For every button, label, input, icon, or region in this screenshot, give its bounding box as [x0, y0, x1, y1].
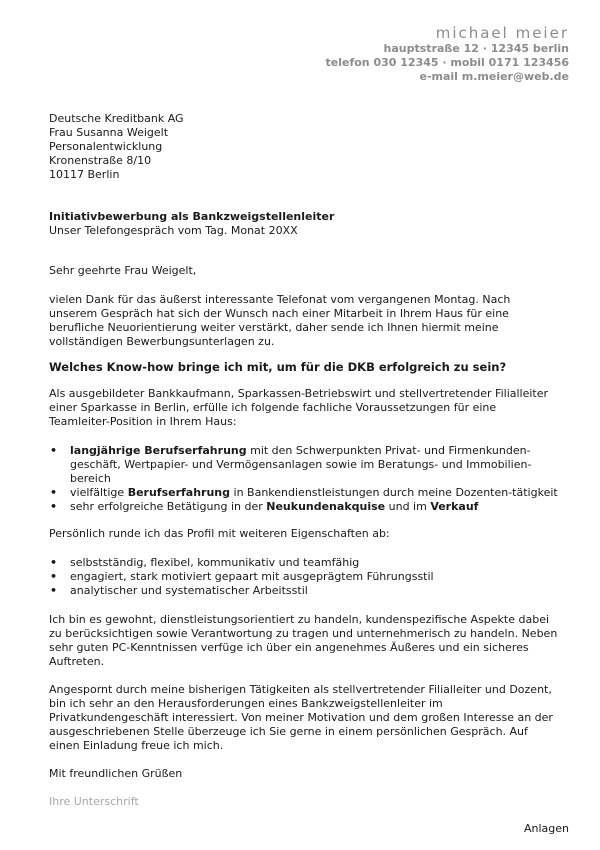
- qualifications-list: [49, 444, 559, 514]
- list-item: [49, 444, 559, 486]
- subject-reference: Unser Telefongespräch vom Tag. Monat 20XX: [49, 224, 298, 237]
- list-item-text: und im: [385, 500, 431, 513]
- recipient-address: [49, 112, 184, 182]
- list-item: • selbstständig, flexibel, kommunikativ und teamfähig: [49, 556, 559, 570]
- closing: Mit freundlichen Grüßen: [49, 767, 183, 780]
- subject-block: [49, 210, 334, 238]
- question-heading: Welches Know-how bringe ich mit, um für die DKB erfolgreich zu sein?: [49, 360, 507, 374]
- motivation-paragraph: Angespornt durch meine bisherigen Tätigkeiten als stellvertretender Filialleiter und Dozent, bin ich sehr an den Herausforderungen eines Bankzweigstellenleiter im Privatkundengeschäft interessiert. Von meiner Motivation und dem großen Interesse an der ausgeschriebenen Stelle überzeuge ich Sie gerne in einem persönlichen Gespräch. Auf einen Einladung freue ich mich.: [49, 683, 553, 752]
- list-item: • engagiert, stark motiviert gepaart mit ausgeprägtem Führungsstil: [49, 570, 559, 584]
- sender-street: hauptstraße 12 · 12345 berlin: [383, 42, 569, 55]
- sender-email: e-mail m.meier@web.de: [419, 70, 569, 83]
- bold-text: Neukundenakquise: [266, 500, 386, 513]
- list-item-text: in Bankendienstleistungen durch meine Dozenten-tätigkeit: [230, 486, 558, 499]
- bold-text: Verkauf: [430, 500, 479, 513]
- list-item: • analytischer und systematischer Arbeitsstil: [49, 584, 559, 598]
- letter-body: [49, 264, 559, 809]
- list-item: [49, 500, 559, 514]
- sender-phones: telefon 030 12345 · mobil 0171 123456: [325, 56, 569, 69]
- salutation: Sehr geehrte Frau Weigelt,: [49, 264, 197, 277]
- subject-title: Initiativbewerbung als Bankzweigstellenleiter: [49, 210, 335, 223]
- bold-text: Berufserfahrung: [127, 486, 231, 499]
- traits-list: [49, 556, 559, 598]
- letterhead: [326, 24, 569, 84]
- recipient-company: Deutsche Kreditbank AG: [49, 112, 184, 125]
- intro-paragraph: vielen Dank für das äußerst interessante Telefonat vom vergangenen Montag. Nach unserem Gespräch hat sich der Wunsch nach einer Mitarbeit in Ihrem Haus für eine berufliche Neuorientierung weiter verstärkt, daher sende ich Ihnen hiermit meine vollständigen Bewerbungsunterlagen zu.: [49, 293, 511, 348]
- bold-text: langjährige Berufserfahrung: [70, 444, 247, 457]
- recipient-contact: Frau Susanna Weigelt: [49, 126, 169, 139]
- traits-intro: Persönlich runde ich das Profil mit weiteren Eigenschaften ab:: [49, 527, 390, 540]
- signature: Ihre Unterschrift: [49, 795, 139, 808]
- attachments-label: Anlagen: [523, 822, 569, 835]
- list-item-text: mit den Schwerpunkten Privat- und Firmenkunden-geschäft, Wertpapier- und Vermögensanlagen sowie im Beratungs- und Immobilien-bereich: [70, 444, 532, 485]
- list-item: [49, 486, 559, 500]
- list-item-text: sehr erfolgreiche Betätigung in der: [70, 500, 267, 513]
- sender-name: michael meier: [435, 24, 569, 42]
- recipient-street: Kronenstraße 8/10: [49, 154, 152, 167]
- recipient-city: 10117 Berlin: [49, 168, 120, 181]
- list-item-text: vielfältige: [70, 486, 128, 499]
- work-paragraph: Ich bin es gewohnt, dienstleistungsorientiert zu handeln, kundenspezifische Aspekte dabei zu berücksichtigen sowie Verantwortung zu tragen und unternehmerisch zu handeln. Neben sehr guten PC-Kenntnissen verfüge ich über ein angenehmes Äußeres und ein sicheres Auftreten.: [49, 613, 558, 668]
- qualifications-intro: Als ausgebildeter Bankkaufmann, Sparkassen-Betriebswirt und stellvertretender Filialleiter einer Sparkasse in Berlin, erfülle ich folgende fachliche Voraussetzungen für eine Teamleiter-Position in Ihrem Haus:: [49, 387, 549, 428]
- recipient-department: Personalentwicklung: [49, 140, 163, 153]
